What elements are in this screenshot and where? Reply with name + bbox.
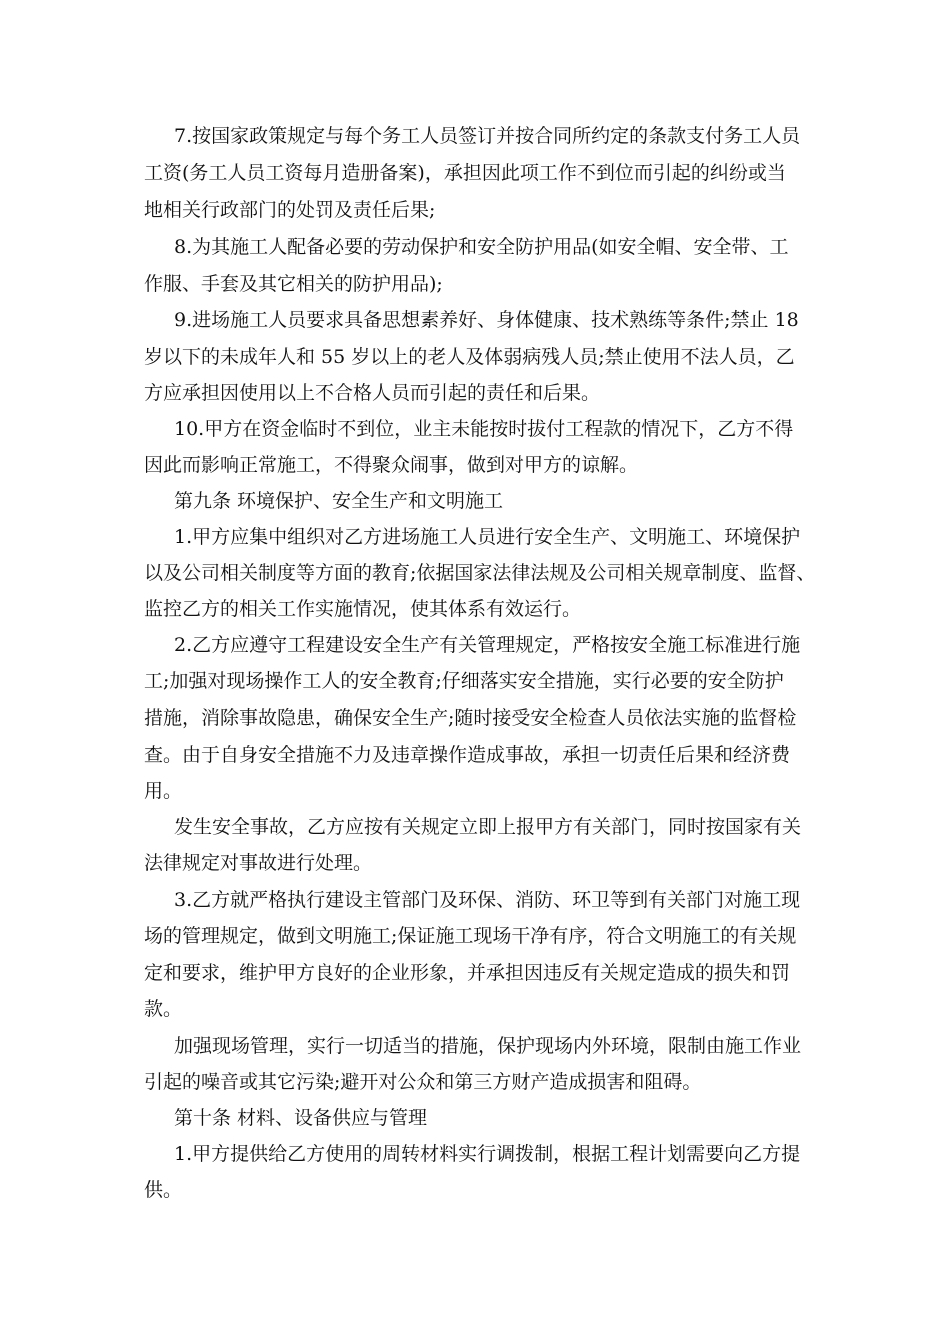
- text-line: 发生安全事故，乙方应按有关规定立即上报甲方有关部门，同时按国家有关: [174, 816, 802, 838]
- section-heading: 第十条 材料、设备供应与管理: [174, 1107, 428, 1129]
- text-line: 地相关行政部门的处罚及责任后果;: [144, 199, 436, 221]
- text-line: 7.按国家政策规定与每个务工人员签订并按合同所约定的条款支付务工人员: [174, 125, 801, 147]
- section-heading: 第九条 环境保护、安全生产和文明施工: [174, 490, 504, 512]
- text-line: 款。: [144, 998, 183, 1020]
- text-line: 供。: [144, 1179, 183, 1201]
- text-line: 工资(务工人员工资每月造册备案)，承担因此项工作不到位而引起的纠纷或当: [144, 162, 786, 184]
- text-line: 8.为其施工人配备必要的劳动保护和安全防护用品(如安全帽、安全带、工: [174, 236, 789, 258]
- text-line: 措施，消除事故隐患，确保安全生产;随时接受安全检查人员依法实施的监督检: [144, 707, 797, 729]
- text-line: 9.进场施工人员要求具备思想素养好、身体健康、技术熟练等条件;禁止 18: [174, 309, 799, 331]
- text-line: 查。由于自身安全措施不力及违章操作造成事故，承担一切责任后果和经济费: [144, 744, 791, 766]
- text-line: 因此而影响正常施工，不得聚众闹事，做到对甲方的谅解。: [144, 454, 639, 476]
- text-line: 加强现场管理，实行一切适当的措施，保护现场内外环境，限制由施工作业: [174, 1035, 802, 1057]
- text-line: 岁以下的未成年人和 55 岁以上的老人及体弱病残人员;禁止使用不法人员，乙: [144, 346, 795, 368]
- text-line: 场的管理规定，做到文明施工;保证施工现场干净有序，符合文明施工的有关规: [144, 925, 797, 947]
- text-line: 方应承担因使用以上不合格人员而引起的责任和后果。: [144, 382, 601, 404]
- text-line: 用。: [144, 780, 183, 802]
- text-line: 定和要求，维护甲方良好的企业形象，并承担因违反有关规定造成的损失和罚: [144, 962, 791, 984]
- text-line: 1.甲方应集中组织对乙方进场施工人员进行安全生产、文明施工、环境保护: [174, 526, 801, 548]
- text-line: 3.乙方就严格执行建设主管部门及环保、消防、环卫等到有关部门对施工现: [174, 889, 801, 911]
- text-line: 监控乙方的相关工作实施情况，使其体系有效运行。: [144, 598, 582, 620]
- text-line: 10.甲方在资金临时不到位，业主未能按时拔付工程款的情况下，乙方不得: [174, 418, 794, 440]
- text-line: 引起的噪音或其它污染;避开对公众和第三方财产造成损害和阻碍。: [144, 1071, 702, 1093]
- text-line: 以及公司相关制度等方面的教育;依据国家法律法规及公司相关规章制度、监督、: [144, 562, 816, 584]
- text-line: 法律规定对事故进行处理。: [144, 852, 373, 874]
- text-line: 工;加强对现场操作工人的安全教育;仔细落实安全措施，实行必要的安全防护: [144, 670, 784, 692]
- text-line: 2.乙方应遵守工程建设安全生产有关管理规定，严格按安全施工标准进行施: [174, 634, 801, 656]
- text-line: 作服、手套及其它相关的防护用品);: [144, 273, 443, 295]
- text-line: 1.甲方提供给乙方使用的周转材料实行调拨制，根据工程计划需要向乙方提: [174, 1143, 801, 1165]
